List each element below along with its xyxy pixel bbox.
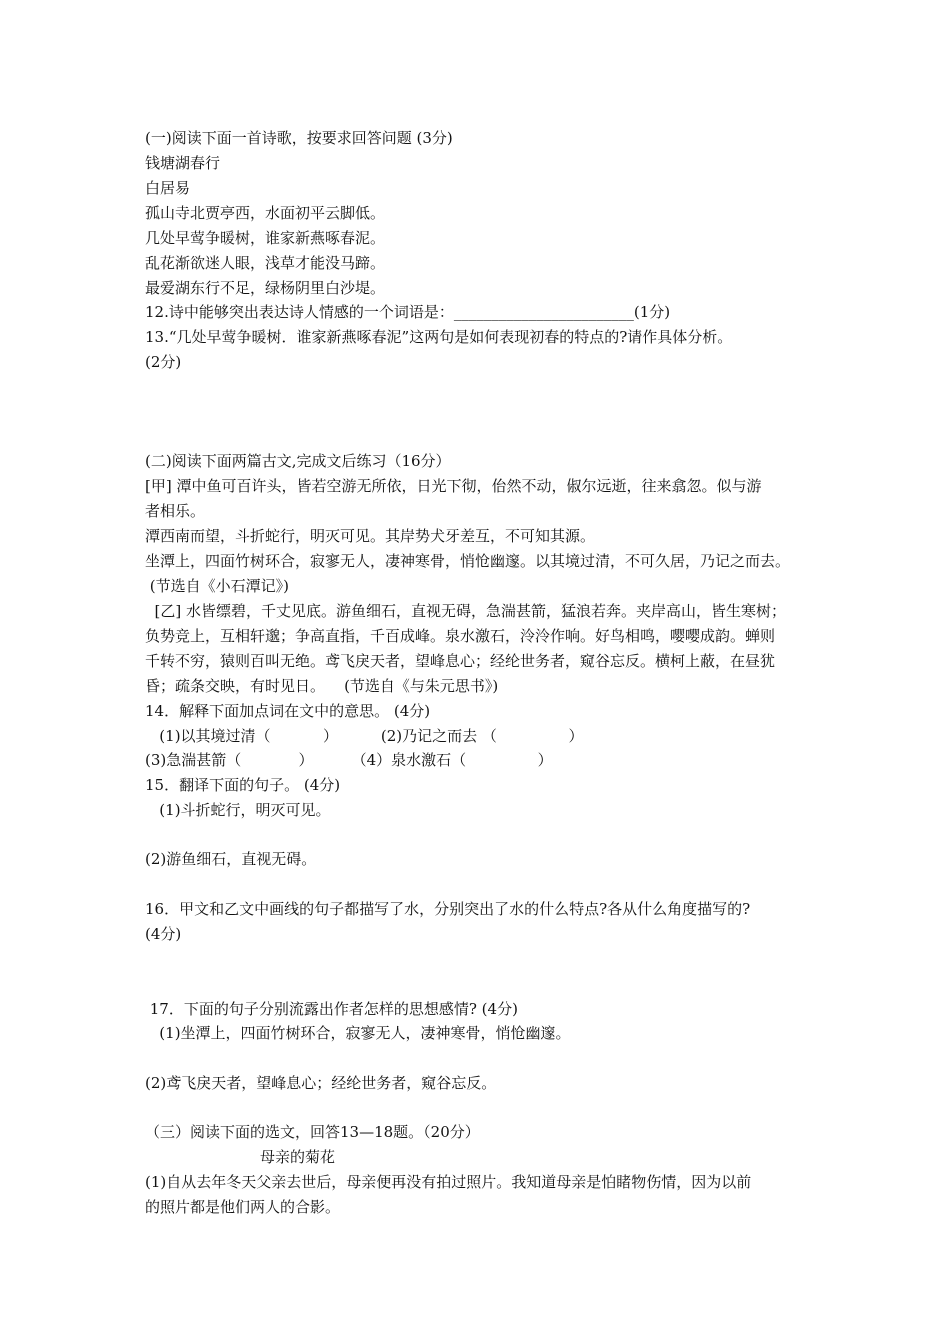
section3-heading: （三）阅读下面的选文，回答13—18题。（20分）	[145, 1123, 480, 1141]
passage-yi-line: 千转不穷，猿则百叫无绝。鸢飞戾天者，望峰息心；经纶世务者，窥谷忘反。横柯上蔽，在昼犹	[145, 652, 776, 670]
essay-title: 母亲的菊花	[260, 1148, 336, 1166]
passage-jia-line: 潭西南而望，斗折蛇行，明灭可见。其岸势犬牙差互，不可知其源。	[145, 527, 596, 545]
passage-yi-line: [乙] 水皆缥碧，千丈见底。游鱼细石，直视无碍，急湍甚箭，猛浪若奔。夹岸高山，皆生寒树；	[145, 602, 787, 620]
passage-yi-line: 负势竞上，互相轩邈；争高直指，千百成峰。泉水激石，泠泠作响。好鸟相鸣，嘤嘤成韵。蝉则	[145, 627, 776, 645]
question-14: 14．解释下面加点词在文中的意思。 (4分)	[145, 702, 431, 720]
question-17-item: (2)鸢飞戾天者，望峰息心；经纶世务者，窥谷忘反。	[145, 1074, 497, 1092]
poem-line: 乱花渐欲迷人眼，浅草才能没马蹄。	[145, 254, 386, 272]
poem-author: 白居易	[145, 179, 191, 197]
question-17-item: (1)坐潭上，四面竹树环合，寂寥无人，凄神寒骨，悄怆幽邃。	[145, 1024, 571, 1042]
poem-title: 钱塘湖春行	[145, 154, 221, 172]
passage-yi-line: 昏；疏条交映，有时见日。 (节选自《与朱元思书》)	[145, 677, 499, 695]
question-15-item: (1)斗折蛇行，明灭可见。	[145, 801, 331, 819]
passage-jia-line: 者相乐。	[145, 502, 206, 520]
question-17: 17．下面的句子分别流露出作者怎样的思想感情? (4分)	[145, 1000, 518, 1018]
question-13-points: (2分)	[145, 353, 182, 371]
passage-jia-line: 坐潭上，四面竹树环合，寂寥无人，凄神寒骨，悄怆幽邃。以其境过清，不可久居，乃记之而去。	[145, 552, 791, 570]
section2-heading: (二)阅读下面两篇古文,完成文后练习（16分）	[145, 452, 451, 470]
passage-jia-line: [甲] 潭中鱼可百许头，皆若空游无所依，日光下彻，佁然不动，俶尔远逝，往来翕忽。似与游	[145, 477, 762, 495]
essay-paragraph-line: 的照片都是他们两人的合影。	[145, 1198, 341, 1216]
question-12: 12.诗中能够突出表达诗人情感的一个词语是：________________________(1分)	[145, 303, 671, 321]
question-15: 15．翻译下面的句子。 (4分)	[145, 776, 341, 794]
poem-line: 孤山寺北贾亭西，水面初平云脚低。	[145, 204, 386, 222]
poem-line: 几处早莺争暖树，谁家新燕啄春泥。	[145, 229, 386, 247]
essay-paragraph-line: (1)自从去年冬天父亲去世后，母亲便再没有拍过照片。我知道母亲是怕睹物伤情，因为以前	[145, 1173, 752, 1191]
question-14-items: (3)急湍甚箭（ ） （4）泉水激石（ ）	[145, 751, 553, 769]
question-16: 16．甲文和乙文中画线的句子都描写了水，分别突出了水的什么特点?各从什么角度描写的?	[145, 900, 751, 918]
question-15-item: (2)游鱼细石，直视无碍。	[145, 850, 317, 868]
poem-line: 最爱湖东行不足，绿杨阴里白沙堤。	[145, 279, 386, 297]
question-16-points: (4分)	[145, 925, 182, 943]
question-14-items: (1)以其境过清（ ） (2)乃记之而去 （ ）	[145, 727, 584, 745]
question-13: 13.“几处早莺争暖树．谁家新燕啄春泥”这两句是如何表现初春的特点的?请作具体分析。	[145, 328, 733, 346]
section1-heading: (一)阅读下面一首诗歌，按要求回答问题 (3分)	[145, 129, 453, 147]
passage-jia-source: (节选自《小石潭记》)	[145, 577, 289, 595]
